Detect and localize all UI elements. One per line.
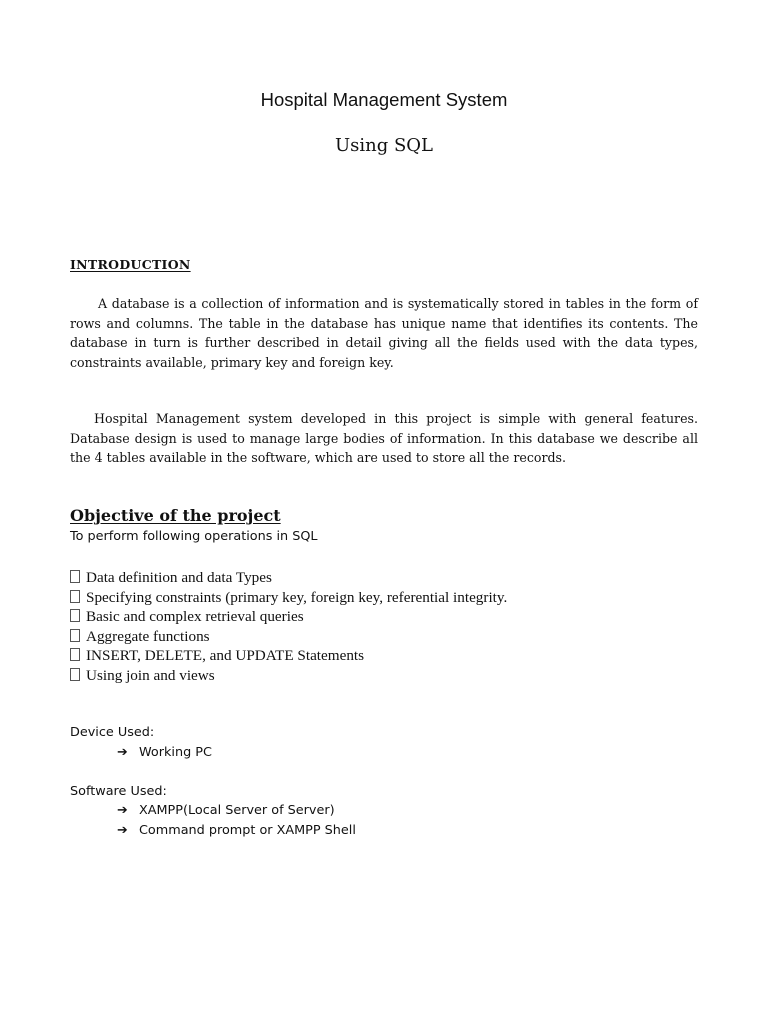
intro-paragraph-1: A database is a collection of information and is systematically stored in tables in the form of rows and columns. The table in the database has unique name that identifies its contents. The database in turn is further described in detail giving all the fields used with the data types, constraints available, primary key and foreign key. [70, 296, 698, 370]
intro-paragraph-2: Hospital Management system developed in this project is simple with general features. Database design is used to manage large bodies of information. In this database we describe all the 4 tables available in the software, which are used to store all the records. [70, 411, 698, 466]
arrow-right-icon: ➔ [117, 803, 128, 818]
device-item [117, 745, 212, 760]
box-icon [70, 668, 80, 681]
software-text: Command prompt or XAMPP Shell [139, 823, 356, 838]
arrow-right-icon: ➔ [117, 745, 128, 760]
introduction-heading: INTRODUCTION [70, 257, 191, 272]
box-icon [70, 648, 80, 661]
software-item [117, 823, 356, 838]
software-used-label: Software Used: [70, 784, 167, 799]
list-item [70, 646, 507, 666]
operation-text: Data definition and data Types [86, 569, 272, 586]
document-title: Hospital Management System [260, 89, 508, 110]
list-item [70, 588, 507, 608]
software-text: XAMPP(Local Server of Server) [139, 803, 335, 818]
objective-heading: Objective of the project [70, 506, 281, 525]
device-used-label: Device Used: [70, 725, 155, 740]
box-icon [70, 609, 80, 622]
box-icon [70, 629, 80, 642]
objective-intro: To perform following operations in SQL [70, 529, 318, 544]
arrow-right-icon: ➔ [117, 823, 128, 838]
list-item [70, 607, 507, 627]
list-item [70, 666, 507, 686]
operations-list [70, 568, 507, 686]
operation-text: Basic and complex retrieval queries [86, 608, 304, 626]
list-item [70, 627, 507, 647]
document-subtitle: Using SQL [334, 135, 434, 156]
operation-text: INSERT, DELETE, and UPDATE Statements [86, 647, 365, 665]
software-item [117, 803, 335, 818]
box-icon [70, 570, 80, 583]
operation-text: Using join and views [86, 666, 215, 684]
list-item [70, 568, 507, 588]
operation-text: Aggregate functions [86, 627, 210, 645]
box-icon [70, 590, 80, 603]
operation-text: Specifying constraints (primary key, foreign key, referential integrity. [86, 588, 508, 606]
device-text: Working PC [139, 745, 212, 760]
